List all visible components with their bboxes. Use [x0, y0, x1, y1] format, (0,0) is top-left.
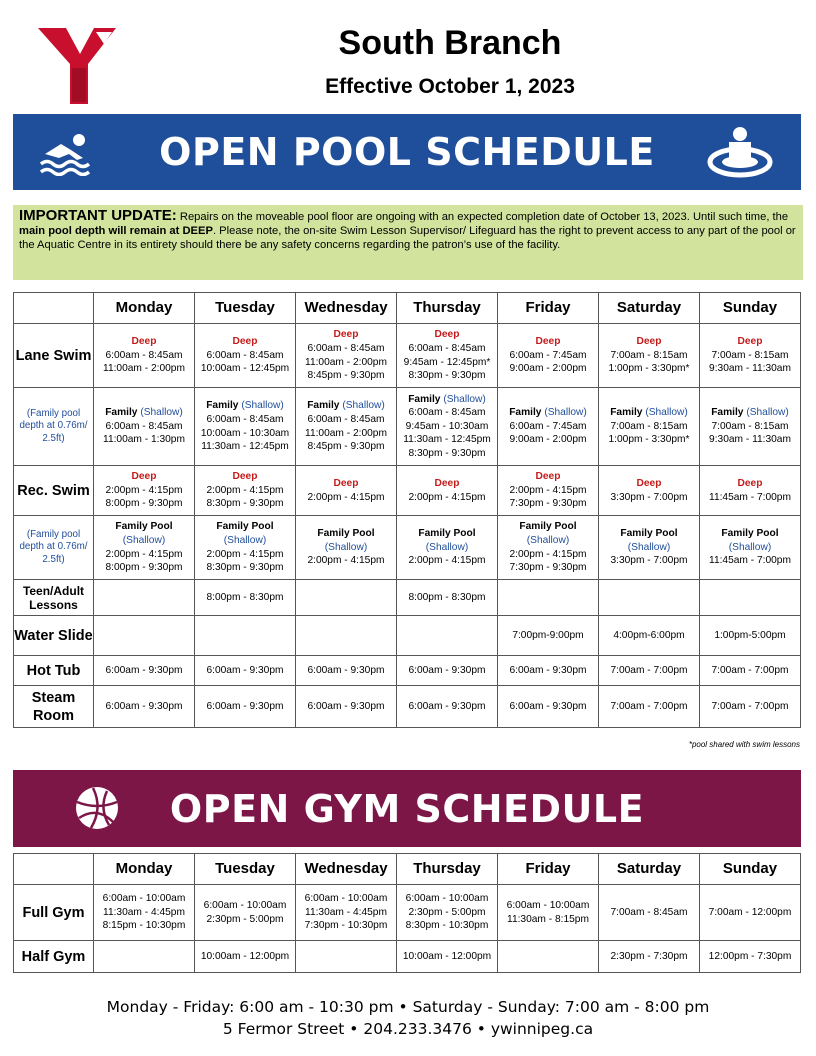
hot-tub-row [14, 656, 801, 686]
time-slot: 11:30am - 8:15pm [507, 913, 589, 925]
row-label-rec-swim: Rec. Swim [14, 466, 94, 516]
corner-cell [14, 854, 94, 885]
schedule-cell [700, 466, 801, 516]
time-slot: 1:00pm - 3:30pm* [608, 434, 690, 446]
time-slot: 2:00pm - 4:15pm [206, 548, 284, 560]
deep-label: Deep [333, 329, 359, 341]
time-slot: 7:00am - 8:15am [610, 420, 688, 432]
schedule-cell: 6:00am - 9:30pm [397, 656, 498, 686]
time-slot: 8:45pm - 9:30pm [307, 370, 385, 382]
schedule-cell [397, 616, 498, 656]
family-label: Family [408, 393, 441, 405]
schedule-cell [94, 516, 195, 580]
deep-label: Deep [636, 477, 662, 489]
day-header: Tuesday [195, 854, 296, 885]
time-slot: 6:00am - 7:45am [509, 349, 587, 361]
schedule-cell: 7:00am - 7:00pm [599, 656, 700, 686]
family-heading [397, 393, 497, 407]
schedule-cell: 8:00pm - 8:30pm [397, 580, 498, 616]
time-slot: 2:30pm - 5:00pm [408, 906, 486, 918]
schedule-cell [498, 580, 599, 616]
schedule-cell [296, 324, 397, 388]
schedule-cell [94, 941, 195, 973]
lane-swim-family-row [14, 388, 801, 466]
time-slot: 10:00am - 12:45pm [200, 363, 290, 375]
time-slot: 6:00am - 10:00am [506, 899, 590, 911]
family-label: Family Pool [620, 528, 678, 540]
time-slot: 7:00am - 8:15am [711, 420, 789, 432]
schedule-cell [94, 580, 195, 616]
family-label: Family Pool [317, 528, 375, 540]
day-header: Saturday [599, 293, 700, 324]
family-label: Family Pool [418, 528, 476, 540]
time-slot: 9:00am - 2:00pm [509, 363, 587, 375]
day-header: Sunday [700, 854, 801, 885]
schedule-cell [296, 885, 397, 941]
time-slot: 8:00pm - 9:30pm [105, 562, 183, 574]
time-slot: 8:45pm - 9:30pm [307, 441, 385, 453]
schedule-cell: 2:30pm - 7:30pm [599, 941, 700, 973]
schedule-cell [94, 885, 195, 941]
family-label: Family [307, 400, 340, 412]
time-slot: 2:00pm - 4:15pm [509, 548, 587, 560]
time-slot: 10:00am - 10:30am [200, 427, 290, 439]
schedule-cell: 6:00am - 9:30pm [296, 686, 397, 728]
time-slot: 2:00pm - 4:15pm [408, 555, 486, 567]
schedule-cell [498, 466, 599, 516]
time-slot: 6:00am - 8:45am [307, 413, 385, 425]
schedule-cell: 12:00pm - 7:30pm [700, 941, 801, 973]
time-slot: 2:00pm - 4:15pm [307, 555, 385, 567]
swimmer-icon [39, 128, 95, 176]
deep-label: Deep [232, 336, 258, 348]
family-heading [700, 406, 800, 420]
deep-label: Deep [434, 329, 460, 341]
time-slot: 11:30am - 4:45pm [305, 906, 387, 918]
time-slot: 8:30pm - 9:30pm [408, 370, 486, 382]
water-slide-row [14, 616, 801, 656]
schedule-cell [700, 516, 801, 580]
time-slot: 6:00am - 10:00am [203, 899, 287, 911]
family-label: Family Pool [721, 528, 779, 540]
rec-swim-family-row [14, 516, 801, 580]
steam-room-row [14, 686, 801, 728]
schedule-cell [700, 580, 801, 616]
day-header: Monday [94, 293, 195, 324]
notice-text-2: . Please note, the on-site Swim Lesson Supervisor/ Lifeguard has the right to prevent access to any part of the pool or the Aquatic Centre in its entirety should there be any safety concerns regarding the patron’s use of the facility. [19, 224, 796, 251]
row-label-water-slide: Water Slide [14, 616, 94, 656]
schedule-cell [498, 885, 599, 941]
shallow-label: (Shallow) [425, 541, 469, 553]
schedule-cell [296, 616, 397, 656]
time-slot: 7:30pm - 9:30pm [509, 498, 587, 510]
deep-label: Deep [737, 477, 763, 489]
rec-swim-deep-row [14, 466, 801, 516]
schedule-cell [397, 516, 498, 580]
family-label: Family Pool [115, 521, 173, 533]
day-header: Friday [498, 293, 599, 324]
shallow-label: (Shallow) [526, 534, 570, 546]
schedule-cell [195, 324, 296, 388]
time-slot: 8:30pm - 9:30pm [206, 498, 284, 510]
time-slot: 7:30pm - 9:30pm [509, 562, 587, 574]
schedule-cell [195, 388, 296, 466]
schedule-cell [700, 388, 801, 466]
time-slot: 3:30pm - 7:00pm [610, 555, 688, 567]
time-slot: 2:00pm - 4:15pm [307, 491, 385, 503]
schedule-cell: 8:00pm - 8:30pm [195, 580, 296, 616]
schedule-cell [195, 616, 296, 656]
time-slot: 7:30pm - 10:30pm [304, 920, 388, 932]
time-slot: 6:00am - 8:45am [307, 342, 385, 354]
schedule-cell [498, 324, 599, 388]
time-slot: 11:00am - 1:30pm [103, 434, 185, 446]
time-slot: 8:00pm - 9:30pm [105, 498, 183, 510]
family-heading [296, 399, 396, 413]
full-gym-row [14, 885, 801, 941]
schedule-cell: 6:00am - 9:30pm [195, 656, 296, 686]
schedule-cell [195, 516, 296, 580]
pool-banner-title: OPEN POOL SCHEDULE [159, 130, 655, 174]
row-label-full-gym: Full Gym [14, 885, 94, 941]
schedule-cell [599, 324, 700, 388]
family-heading [195, 399, 295, 413]
lane-swim-deep-row [14, 324, 801, 388]
family-label: Family Pool [216, 521, 274, 533]
basketball-icon [73, 784, 121, 832]
time-slot: 11:00am - 2:00pm [103, 363, 185, 375]
schedule-cell [700, 324, 801, 388]
day-header: Wednesday [296, 293, 397, 324]
person-in-lifebuoy-icon [705, 124, 775, 180]
important-update-notice [13, 205, 803, 280]
time-slot: 9:45am - 12:45pm* [403, 356, 491, 368]
schedule-cell: 6:00am - 9:30pm [498, 656, 599, 686]
shallow-label: (Shallow) [544, 407, 587, 419]
footer-hours: Monday - Friday: 6:00 am - 10:30 pm • Saturday - Sunday: 7:00 am - 8:00 pm [106, 998, 710, 1016]
time-slot: 11:30am - 12:45pm [403, 434, 491, 446]
schedule-cell [599, 466, 700, 516]
corner-cell [14, 293, 94, 324]
family-heading [94, 406, 194, 420]
family-heading [599, 406, 699, 420]
family-label: Family [509, 407, 542, 419]
schedule-cell [700, 885, 801, 941]
time-slot: 2:00pm - 4:15pm [105, 548, 183, 560]
schedule-cell [498, 516, 599, 580]
time-slot: 9:30am - 11:30am [709, 363, 791, 375]
deep-label: Deep [333, 477, 359, 489]
time-slot: 6:00am - 8:45am [206, 349, 284, 361]
time-slot: 7:00am - 12:00pm [708, 906, 792, 918]
time-slot: 11:00am - 2:00pm [305, 356, 387, 368]
shallow-label: (Shallow) [746, 407, 789, 419]
pool-header-row [14, 293, 801, 324]
time-slot: 7:00am - 8:45am [610, 906, 688, 918]
shallow-label: (Shallow) [140, 407, 183, 419]
shallow-label: (Shallow) [728, 541, 772, 553]
family-label: Family [206, 400, 239, 412]
row-label-lane-swim: Lane Swim [14, 324, 94, 388]
day-header: Tuesday [195, 293, 296, 324]
time-slot: 2:00pm - 4:15pm [509, 484, 587, 496]
family-depth-note: (Family pool depth at 0.76m/ 2.5ft) [14, 388, 94, 466]
day-header: Sunday [700, 293, 801, 324]
row-label-teen-adult: Teen/Adult Lessons [14, 580, 94, 616]
time-slot: 6:00am - 8:45am [206, 413, 284, 425]
family-label: Family Pool [519, 521, 577, 533]
schedule-cell [599, 516, 700, 580]
time-slot: 6:00am - 7:45am [509, 420, 587, 432]
notice-lead: IMPORTANT UPDATE: [19, 207, 177, 224]
time-slot: 9:30am - 11:30am [709, 434, 791, 446]
schedule-cell [296, 516, 397, 580]
teen-adult-lessons-row [14, 580, 801, 616]
time-slot: 8:15pm - 10:30pm [102, 920, 186, 932]
schedule-cell: 6:00am - 9:30pm [498, 686, 599, 728]
schedule-cell: 7:00pm-9:00pm [498, 616, 599, 656]
deep-label: Deep [131, 471, 157, 483]
time-slot: 6:00am - 8:45am [105, 349, 183, 361]
time-slot: 8:30pm - 10:30pm [405, 920, 489, 932]
shallow-label: (Shallow) [324, 541, 368, 553]
schedule-cell: 6:00am - 9:30pm [94, 686, 195, 728]
schedule-cell [296, 466, 397, 516]
pool-banner [13, 114, 801, 190]
pool-schedule-table [13, 292, 801, 728]
time-slot: 6:00am - 8:45am [105, 420, 183, 432]
schedule-cell [599, 388, 700, 466]
half-gym-row [14, 941, 801, 973]
schedule-cell [94, 324, 195, 388]
day-header: Saturday [599, 854, 700, 885]
schedule-cell: 6:00am - 9:30pm [94, 656, 195, 686]
family-depth-note: (Family pool depth at 0.76m/ 2.5ft) [14, 516, 94, 580]
family-heading [498, 406, 598, 420]
time-slot: 8:30pm - 9:30pm [206, 562, 284, 574]
shallow-label: (Shallow) [241, 400, 284, 412]
schedule-cell [498, 388, 599, 466]
time-slot: 7:00am - 8:15am [711, 349, 789, 361]
family-label: Family [711, 407, 744, 419]
time-slot: 11:45am - 7:00pm [709, 491, 791, 503]
schedule-cell [498, 941, 599, 973]
shallow-label: (Shallow) [342, 400, 385, 412]
time-slot: 6:00am - 10:00am [102, 893, 186, 905]
schedule-cell [296, 941, 397, 973]
shallow-label: (Shallow) [627, 541, 671, 553]
schedule-cell [195, 885, 296, 941]
gym-header-row [14, 854, 801, 885]
time-slot: 9:45am - 10:30am [405, 420, 489, 432]
schedule-cell: 7:00am - 7:00pm [700, 656, 801, 686]
effective-date: Effective October 1, 2023 [325, 75, 575, 98]
gym-banner-title: OPEN GYM SCHEDULE [169, 786, 645, 831]
schedule-cell: 10:00am - 12:00pm [397, 941, 498, 973]
schedule-cell: 6:00am - 9:30pm [296, 656, 397, 686]
time-slot: 1:00pm - 3:30pm* [608, 363, 690, 375]
time-slot: 6:00am - 10:00am [304, 893, 388, 905]
schedule-cell: 6:00am - 9:30pm [195, 686, 296, 728]
family-label: Family [610, 407, 643, 419]
time-slot: 8:30pm - 9:30pm [408, 447, 486, 459]
time-slot: 6:00am - 10:00am [405, 893, 489, 905]
schedule-cell [94, 616, 195, 656]
shallow-label: (Shallow) [223, 534, 267, 546]
shallow-label: (Shallow) [443, 393, 486, 405]
deep-label: Deep [535, 471, 561, 483]
time-slot: 11:30am - 4:45pm [103, 906, 185, 918]
shallow-label: (Shallow) [122, 534, 166, 546]
deep-label: Deep [535, 336, 561, 348]
schedule-cell [94, 388, 195, 466]
deep-label: Deep [636, 336, 662, 348]
time-slot: 2:30pm - 5:00pm [206, 913, 284, 925]
time-slot: 2:00pm - 4:15pm [408, 491, 486, 503]
schedule-cell [397, 388, 498, 466]
day-header: Monday [94, 854, 195, 885]
row-label-half-gym: Half Gym [14, 941, 94, 973]
ymca-logo [36, 24, 118, 106]
row-label-steam-room: Steam Room [14, 686, 94, 728]
schedule-cell [599, 885, 700, 941]
schedule-cell: 7:00am - 7:00pm [599, 686, 700, 728]
gym-schedule-table [13, 853, 801, 973]
schedule-cell [94, 466, 195, 516]
schedule-cell [599, 580, 700, 616]
row-label-hot-tub: Hot Tub [14, 656, 94, 686]
deep-label: Deep [131, 336, 157, 348]
schedule-cell [296, 388, 397, 466]
time-slot: 3:30pm - 7:00pm [610, 491, 688, 503]
schedule-cell [397, 324, 498, 388]
schedule-cell [397, 885, 498, 941]
schedule-cell [397, 466, 498, 516]
gym-banner [13, 770, 801, 847]
schedule-cell: 4:00pm-6:00pm [599, 616, 700, 656]
time-slot: 11:45am - 7:00pm [709, 555, 791, 567]
day-header: Thursday [397, 293, 498, 324]
day-header: Thursday [397, 854, 498, 885]
time-slot: 9:00am - 2:00pm [509, 434, 587, 446]
time-slot: 11:30am - 12:45pm [201, 441, 289, 453]
schedule-cell: 6:00am - 9:30pm [397, 686, 498, 728]
deep-label: Deep [737, 336, 763, 348]
shallow-label: (Shallow) [645, 407, 688, 419]
time-slot: 7:00am - 8:15am [610, 349, 688, 361]
schedule-cell [296, 580, 397, 616]
time-slot: 2:00pm - 4:15pm [105, 484, 183, 496]
notice-bold: main pool depth will remain at DEEP [19, 224, 213, 237]
schedule-cell [195, 466, 296, 516]
time-slot: 2:00pm - 4:15pm [206, 484, 284, 496]
pool-footnote: *pool shared with swim lessons [688, 740, 800, 749]
page-title: South Branch [338, 24, 562, 62]
notice-text-1: Repairs on the moveable pool floor are ongoing with an expected completion date of October 13, 2023. Until such time, the [176, 211, 789, 223]
schedule-cell: 10:00am - 12:00pm [195, 941, 296, 973]
deep-label: Deep [434, 477, 460, 489]
time-slot: 6:00am - 8:45am [408, 407, 486, 419]
schedule-cell: 1:00pm-5:00pm [700, 616, 801, 656]
footer-contact: 5 Fermor Street • 204.233.3476 • ywinnipeg.ca [222, 1020, 594, 1038]
day-header: Friday [498, 854, 599, 885]
time-slot: 11:00am - 2:00pm [305, 427, 387, 439]
family-label: Family [105, 407, 138, 419]
day-header: Wednesday [296, 854, 397, 885]
deep-label: Deep [232, 471, 258, 483]
time-slot: 6:00am - 8:45am [408, 342, 486, 354]
schedule-cell: 7:00am - 7:00pm [700, 686, 801, 728]
